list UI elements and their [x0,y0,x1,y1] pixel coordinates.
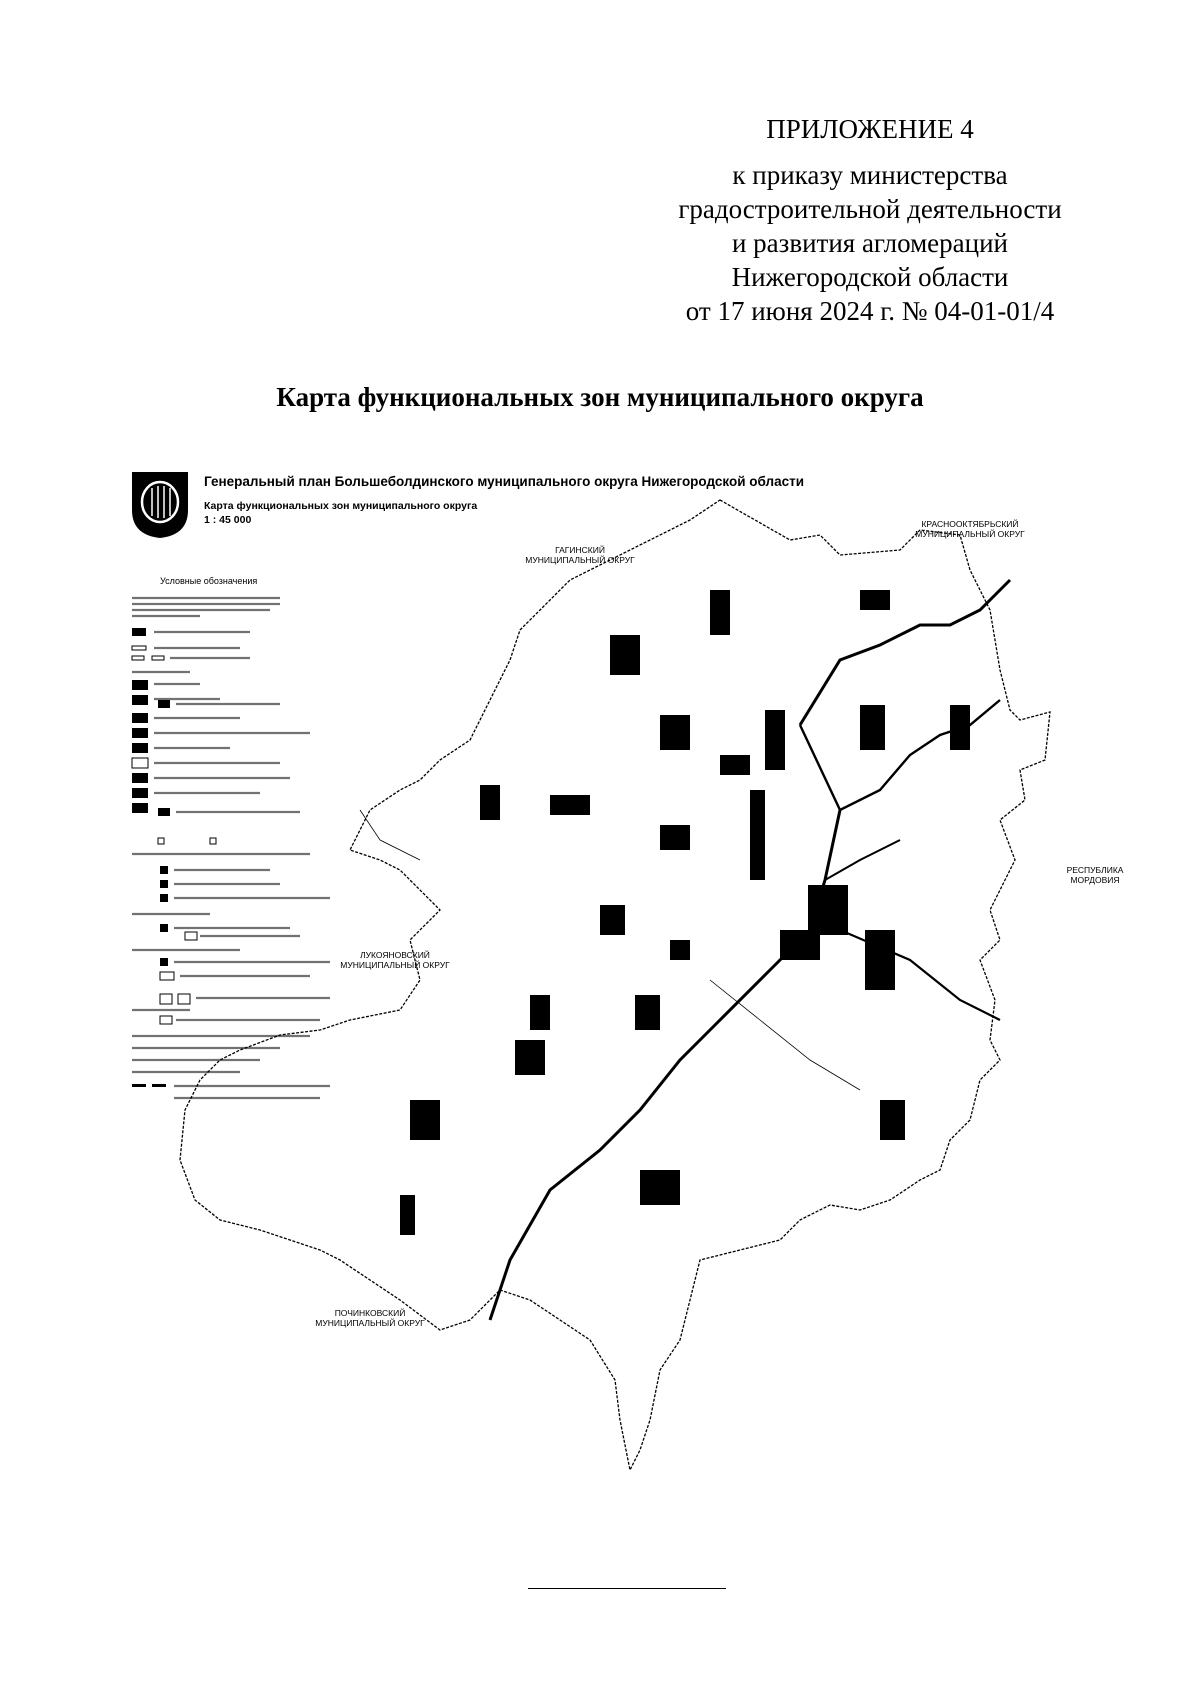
settlement [660,715,690,750]
settlement [765,710,785,770]
map-header [120,460,1020,540]
appendix-line-4: Нижегородской области [731,262,1009,292]
map-subtitle: Карта функциональных зон муниципального округа [204,500,478,512]
settlement [640,1170,680,1205]
appendix-block [640,112,1100,328]
settlement [515,1040,545,1075]
map-legend [130,588,370,1108]
legend-swatches [132,628,216,1087]
settlement [530,995,550,1030]
district-label-krasnooktyabrsky: КРАСНООКТЯБРЬСКИЙ МУНИЦИПАЛЬНЫЙ ОКРУГ [915,519,1025,539]
settlement [950,705,970,750]
settlement [600,905,625,935]
internal-boundary [800,580,1010,725]
map-sheet [120,460,1130,1550]
appendix-line-1: к приказу министерства [732,160,1008,190]
settlement [860,705,885,750]
legend-text-lines [132,598,330,1098]
appendix-line-3: и развития агломераций [731,228,1008,258]
secondary-road [840,930,1000,1020]
appendix-line-5: от 17 июня 2024 г. № 04-01-01/4 [685,296,1055,326]
settlement [550,795,590,815]
settlement [480,785,500,820]
settlement [780,930,820,960]
settlement [720,755,750,775]
district-label-gaginsky: ГАГИНСКИЙ МУНИЦИПАЛЬНЫЙ ОКРУГ [525,545,635,565]
thin-road [710,980,860,1090]
bottom-rule [528,1588,726,1589]
settlement [410,1100,440,1140]
appendix-heading: ПРИЛОЖЕНИЕ 4 [766,114,974,144]
settlement [880,1100,905,1140]
map-title: Генеральный план Большеболдинского муниципального округа Нижегородской области [204,474,805,489]
settlement [808,885,848,935]
settlement [660,825,690,850]
settlement [610,635,640,675]
settlement [750,790,765,880]
settlement [635,995,660,1030]
document-title: Карта функциональных зон муниципального округа [276,382,924,412]
legend-title: Условные обозначения [160,576,258,586]
district-label-lukoyanovsky: ЛУКОЯНОВСКИЙ МУНИЦИПАЛЬНЫЙ ОКРУГ [340,950,450,970]
appendix-line-2: градостроительной деятельности [678,194,1062,224]
settlement [670,940,690,960]
district-label-mordovia: РЕСПУБЛИКА МОРДОВИЯ [1066,865,1124,885]
settlement [865,930,895,990]
settlement [710,590,730,635]
settlement [860,590,890,610]
settlement [400,1195,415,1235]
coat-of-arms-icon [130,470,190,540]
secondary-road [825,840,900,880]
map-scale: 1 : 45 000 [204,514,252,526]
district-label-pochinkovsky: ПОЧИНКОВСКИЙ МУНИЦИПАЛЬНЫЙ ОКРУГ [315,1308,425,1328]
settlements [400,590,970,1235]
